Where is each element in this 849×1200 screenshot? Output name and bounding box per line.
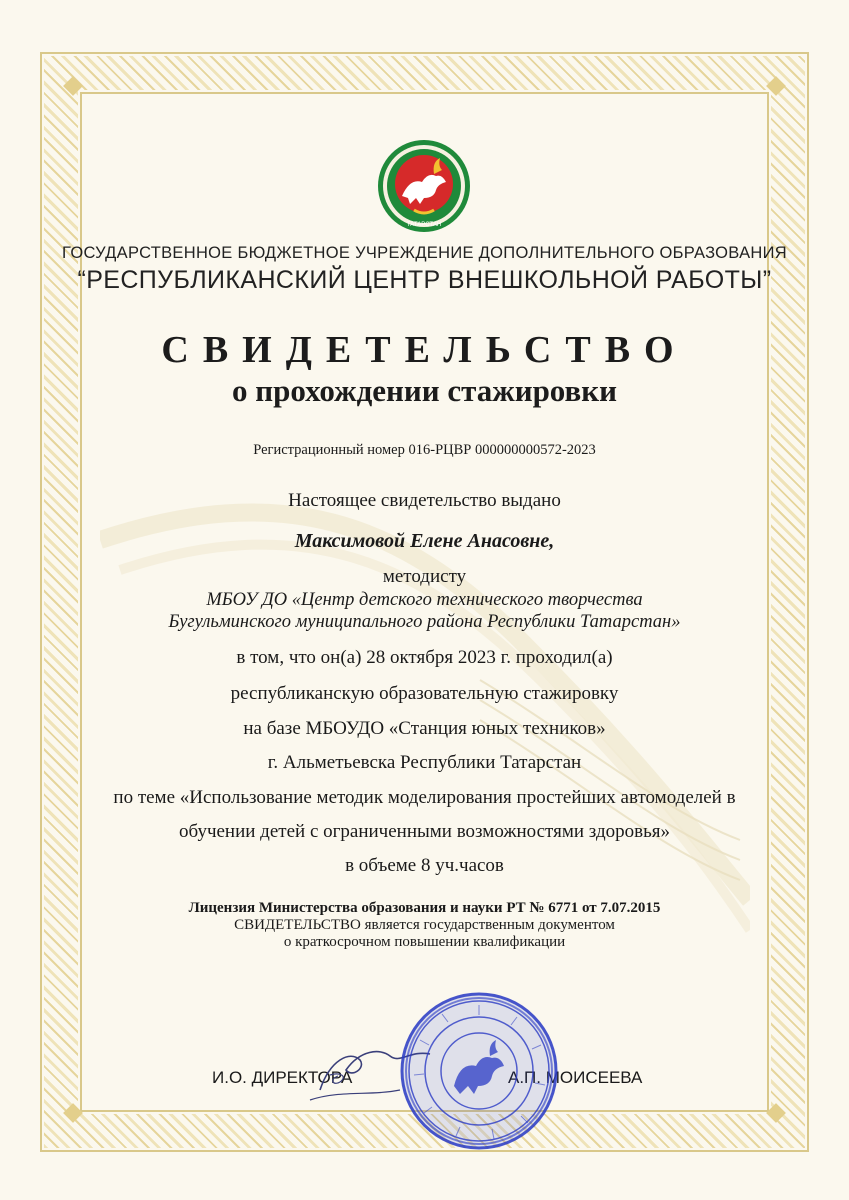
internship-base: на базе МБОУДО «Станция юных техников» — [243, 718, 606, 739]
registration-number: Регистрационный номер 016-РЦВР 000000000572-2023 — [253, 442, 596, 458]
signatory-role: И.О. ДИРЕКТОРА — [212, 1068, 353, 1087]
organization-line1: МБОУ ДО «Центр детского технического творчества — [206, 590, 643, 610]
document-subtitle: о прохождении стажировки — [231, 373, 618, 408]
official-seal-stamp — [398, 990, 560, 1152]
license-line3: о краткосрочном повышении квалификации — [283, 934, 566, 950]
internship-date: в том, что он(а) 28 октября 2023 г. проходил(а) — [236, 647, 613, 668]
org-header-line1: ГОСУДАРСТВЕННОЕ БЮДЖЕТНОЕ УЧРЕЖДЕНИЕ ДОПОЛНИТЕЛЬНОГО ОБРАЗОВАНИЯ — [62, 244, 787, 262]
internship-city: г. Альметьевска Республики Татарстан — [267, 752, 582, 773]
org-header-line2: “РЕСПУБЛИКАНСКИЙ ЦЕНТР ВНЕШКОЛЬНОЙ РАБОТЫ” — [77, 266, 772, 294]
license-line2: СВИДЕТЕЛЬСТВО является государственным документом — [234, 917, 615, 933]
topic-line1: по теме «Использование методик моделирования простейших автомоделей в — [113, 787, 736, 808]
hours: в объеме 8 уч.часов — [345, 855, 504, 876]
document-title: СВИДЕТЕЛЬСТВО — [161, 329, 688, 371]
recipient-position: методисту — [382, 566, 467, 587]
topic-line2: обучении детей с ограниченными возможностями здоровья» — [179, 821, 670, 842]
signatory-name: А.П. МОИСЕЕВА — [508, 1068, 643, 1087]
tatarstan-coat-of-arms-icon — [376, 138, 472, 234]
emblem-label: ТАТАРСТАН — [406, 222, 442, 228]
license-block — [0, 900, 849, 951]
recipient-name: Максимовой Елене Анасовне, — [294, 530, 555, 552]
organization-line2: Бугульминского муниципального района Республики Татарстан» — [168, 612, 681, 632]
issued-text: Настоящее свидетельство выдано — [288, 490, 561, 511]
internship-type: республиканскую образовательную стажировку — [230, 683, 619, 704]
license-line1: Лицензия Министерства образования и науки РТ № 6771 от 7.07.2015 — [188, 900, 661, 916]
